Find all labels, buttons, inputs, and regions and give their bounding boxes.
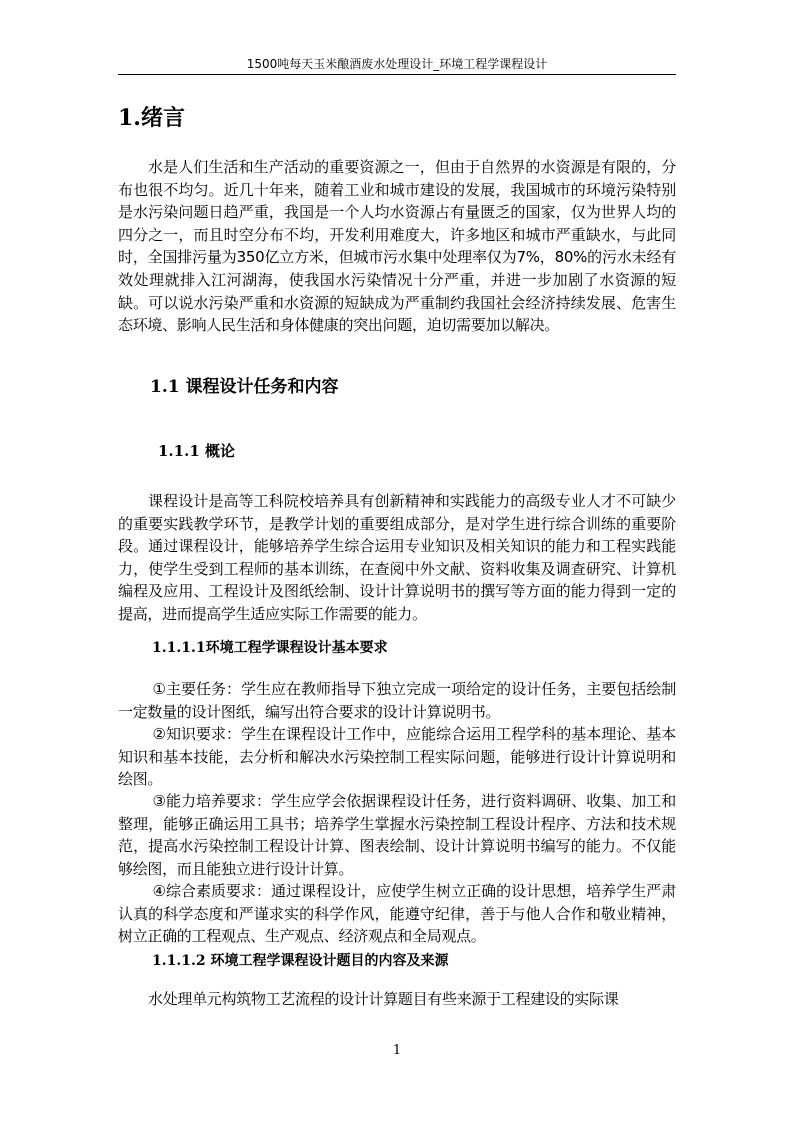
document-body — [118, 100, 676, 1008]
page-header: 1500吨每天玉米酿酒废水处理设计_环境工程学课程设计 — [246, 57, 548, 71]
chapter-title: 1.绪言 — [118, 105, 185, 131]
section-1-1-1-1-title: 1.1.1.1环境工程学课程设计基本要求 — [152, 640, 388, 656]
section-1-1-1-2-paragraph: 水处理单元构筑物工艺流程的设计计算题目有些来源于工程建设的实际课 — [148, 990, 619, 1008]
section-1-1-1-2-title: 1.1.1.2 环境工程学课程设计题目的内容及来源 — [152, 953, 449, 969]
requirement-item-1: ①主要任务：学生应在教师指导下独立完成一项给定的设计任务，主要包括绘制一定数量的设计图纸，编写出符合要求的设计计算说明书。 — [118, 680, 676, 721]
section-1-1-title: 1.1 课程设计任务和内容 — [150, 377, 339, 397]
section-1-1-1-paragraph: 课程设计是高等工科院校培养具有创新精神和实践能力的高级专业人才不可缺少的重要实践教学环节，是教学计划的重要组成部分，是对学生进行综合训练的重要阶段。通过课程设计，能够培养学生综合运用专业知识及相关知识的能力和工程实践能力，使学生受到工程师的基本训练，在查阅中外文献、资料收集及调查研究、计算机编程及应用、工程设计及图纸绘制、设计计算说明书的撰写等方面的能力得到一定的提高，进而提高学生适应实际工作需要的能力。 — [118, 492, 676, 623]
chapter-intro-paragraph: 水是人们生活和生产活动的重要资源之一，但由于自然界的水资源是有限的，分布也很不均匀。近几十年来，随着工业和城市建设的发展，我国城市的环境污染特别是水污染问题日趋严重，我国是一个人均水资源占有量匮乏的国家，仅为世界人均的四分之一，而且时空分布不均，开发利用难度大，许多地区和城市严重缺水，与此同时，全国排污量为350亿立方米，但城市污水集中处理率仅为7%，80%的污水未经有效处理就排入江河湖海，使我国水污染情况十分严重，并进一步加剧了水资源的短缺。可以说水污染严重和水资源的短缺成为严重制约我国社会经济持续发展、危害生态环境、影响人民生活和身体健康的突出问题，迫切需要加以解决。 — [118, 158, 676, 335]
requirement-item-3: ③能力培养要求：学生应学会依据课程设计任务，进行资料调研、收集、加工和整理，能够正确运用工具书；培养学生掌握水污染控制工程设计程序、方法和技术规范，提高水污染控制工程设计计算、图表绘制、设计计算说明书编写的能力。不仅能够绘图，而且能独立进行设计计算。 — [118, 792, 676, 878]
page-number: 1 — [392, 1043, 402, 1058]
requirement-item-4: ④综合素质要求：通过课程设计，应使学生树立正确的设计思想，培养学生严肃认真的科学态度和严谨求实的科学作风，能遵守纪律，善于与他人合作和敬业精神，树立正确的工程观点、生产观点、经济观点和全局观点。 — [118, 882, 676, 946]
section-1-1-1-title: 1.1.1 概论 — [158, 442, 235, 460]
header-rule — [118, 74, 676, 75]
requirement-item-2: ②知识要求：学生在课程设计工作中，应能综合运用工程学科的基本理论、基本知识和基本技能，去分析和解决水污染控制工程实际问题，能够进行设计计算说明和绘图。 — [118, 725, 676, 789]
